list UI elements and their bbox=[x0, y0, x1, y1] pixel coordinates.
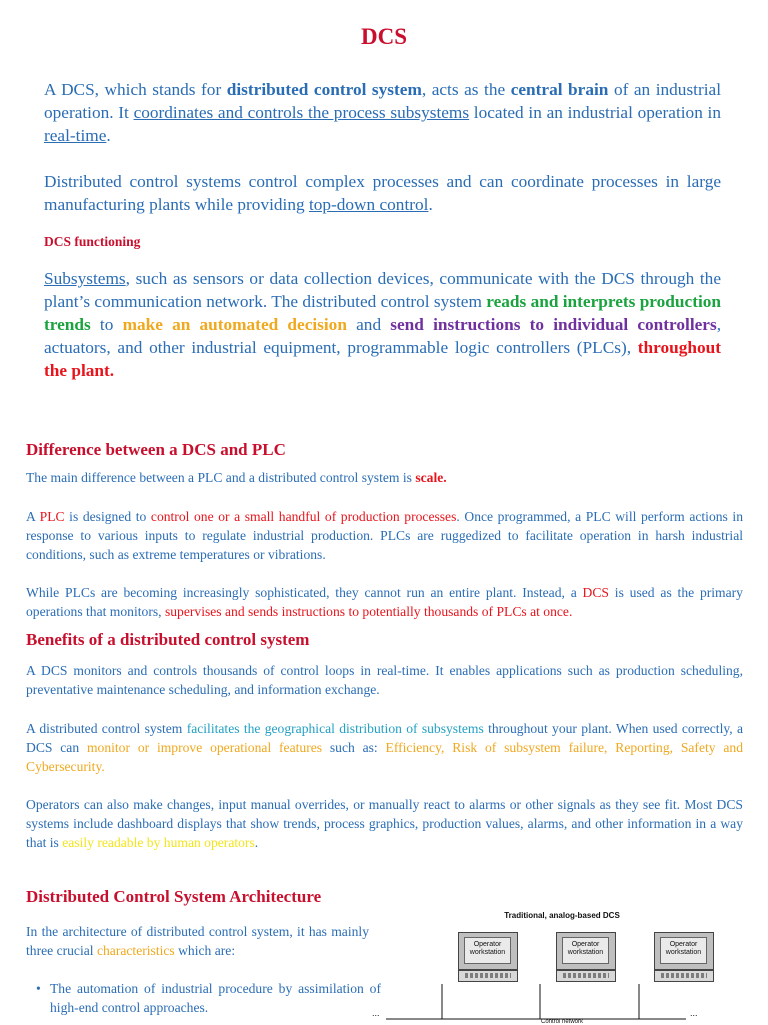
text: , actuators, and other industrial equipment, programmable logic controllers (PLCs), bbox=[44, 315, 722, 357]
workstation-label: Operator workstation bbox=[660, 937, 707, 964]
workstation-label: Operator workstation bbox=[464, 937, 511, 964]
text: . bbox=[254, 835, 259, 850]
text: which are: bbox=[174, 943, 236, 958]
operator-workstation bbox=[556, 932, 616, 982]
diagram-title: Traditional, analog-based DCS bbox=[504, 911, 620, 920]
red-highlight: DCS bbox=[582, 585, 609, 600]
arch-bullet-1: • The automation of industrial procedure by assimilation of high-end control approaches. bbox=[38, 979, 381, 1017]
monitor-icon bbox=[556, 932, 616, 970]
underlined-text: Subsystems bbox=[44, 269, 126, 288]
text: and bbox=[346, 315, 391, 334]
dcs-architecture-diagram bbox=[372, 908, 752, 1024]
top-down-paragraph bbox=[44, 170, 721, 216]
keyboard-icon bbox=[556, 970, 616, 982]
operator-workstation bbox=[654, 932, 714, 982]
text: . bbox=[428, 195, 433, 214]
text: of an industrial operation. It bbox=[44, 80, 722, 122]
yellow-highlight: easily readable by human operators bbox=[62, 835, 255, 850]
functioning-heading: DCS functioning bbox=[44, 234, 141, 249]
underlined-text: coordinates and controls the process subsystems bbox=[133, 103, 470, 122]
text: , acts as the bbox=[421, 80, 511, 99]
red-highlight: throughout the plant. bbox=[44, 338, 721, 380]
red-highlight: control one or a small handful of production processes bbox=[150, 509, 457, 524]
text: located in an industrial operation in bbox=[469, 103, 721, 122]
red-highlight: PLC bbox=[39, 509, 65, 524]
red-highlight: scale. bbox=[415, 470, 447, 485]
underlined-text: top-down control bbox=[308, 195, 429, 214]
teal-highlight: facilitates the geographical distribution of subsystems bbox=[186, 721, 484, 736]
workstation-label: Operator workstation bbox=[562, 937, 609, 964]
text: is designed to bbox=[64, 509, 151, 524]
monitor-icon bbox=[458, 932, 518, 970]
text: While PLCs are becoming increasingly sophisticated, they cannot run an entire plant. Instead, a bbox=[26, 585, 583, 600]
purple-highlight: send instructions to individual controllers bbox=[390, 315, 717, 334]
text: In the architecture of distributed control system, it has mainly three crucial bbox=[26, 924, 369, 958]
monitor-icon bbox=[654, 932, 714, 970]
orange-highlight: monitor or improve operational features bbox=[86, 740, 323, 755]
text: such as: bbox=[322, 740, 386, 755]
red-highlight: supervises and sends instructions to potentially thousands of PLCs at once. bbox=[164, 604, 573, 619]
diff-paragraph-1 bbox=[26, 468, 743, 487]
text: . Once programmed, a PLC will perform actions in response to various inputs to regulate industrial production. PLCs are ruggedized to facilitate operation in harsh industrial conditions, such as extreme temperatures or vibrations. bbox=[26, 509, 743, 562]
functioning-paragraph bbox=[44, 267, 721, 382]
orange-highlight: characteristics bbox=[96, 943, 175, 958]
bold-text: distributed control system bbox=[226, 80, 422, 99]
benefits-paragraph-2 bbox=[26, 719, 743, 776]
arch-heading: Distributed Control System Architecture bbox=[26, 887, 322, 906]
intro-paragraph bbox=[44, 78, 721, 147]
text: A DCS, which stands for bbox=[44, 80, 227, 99]
operator-workstation bbox=[458, 932, 518, 982]
underlined-text: real-time bbox=[44, 126, 107, 145]
diff-paragraph-3 bbox=[26, 583, 743, 621]
page-title: DCS bbox=[360, 24, 407, 49]
text: Operators can also make changes, input manual overrides, or manually react to alarms or other signals as they see fit. Most DCS systems include dashboard displays that show trends, process graphics, production values, alarms, and other information in a way that is bbox=[26, 797, 743, 850]
network-label: Control network bbox=[540, 1019, 584, 1025]
orange-highlight: Efficiency, Risk of subsystem failure, Reporting, Safety and Cybersecurity. bbox=[26, 740, 744, 774]
text: Distributed control systems control complex processes and can coordinate processes in large manufacturing plants while providing bbox=[44, 172, 721, 214]
text: throughout your plant. When used correctly, a DCS can bbox=[26, 721, 744, 755]
text: , such as sensors or data collection devices, communicate with the DCS through the plant’s communication network. The distributed control system bbox=[44, 269, 721, 311]
ellipsis-left: ... bbox=[372, 1008, 380, 1018]
benefits-heading: Benefits of a distributed control system bbox=[26, 630, 310, 649]
benefits-paragraph-3 bbox=[26, 795, 743, 852]
ellipsis-right: ... bbox=[690, 1008, 698, 1018]
bold-text: central brain bbox=[510, 80, 609, 99]
benefits-paragraph-1: A DCS monitors and controls thousands of control loops in real-time. It enables applications such as production scheduling, preventative maintenance scheduling, and information exchange. bbox=[26, 663, 743, 697]
text: . bbox=[106, 126, 111, 145]
keyboard-icon bbox=[458, 970, 518, 982]
arch-paragraph bbox=[26, 922, 369, 960]
green-highlight: reads and interprets production trends bbox=[44, 292, 722, 334]
text: The main difference between a PLC and a distributed control system is bbox=[26, 470, 416, 485]
diff-paragraph-2 bbox=[26, 507, 743, 564]
diff-heading: Difference between a DCS and PLC bbox=[26, 440, 286, 459]
text: A distributed control system bbox=[26, 721, 187, 736]
orange-highlight: make an automated decision bbox=[122, 315, 347, 334]
text: to bbox=[90, 315, 123, 334]
text: A bbox=[26, 509, 40, 524]
keyboard-icon bbox=[654, 970, 714, 982]
text: is used as the primary operations that monitors, bbox=[26, 585, 743, 619]
